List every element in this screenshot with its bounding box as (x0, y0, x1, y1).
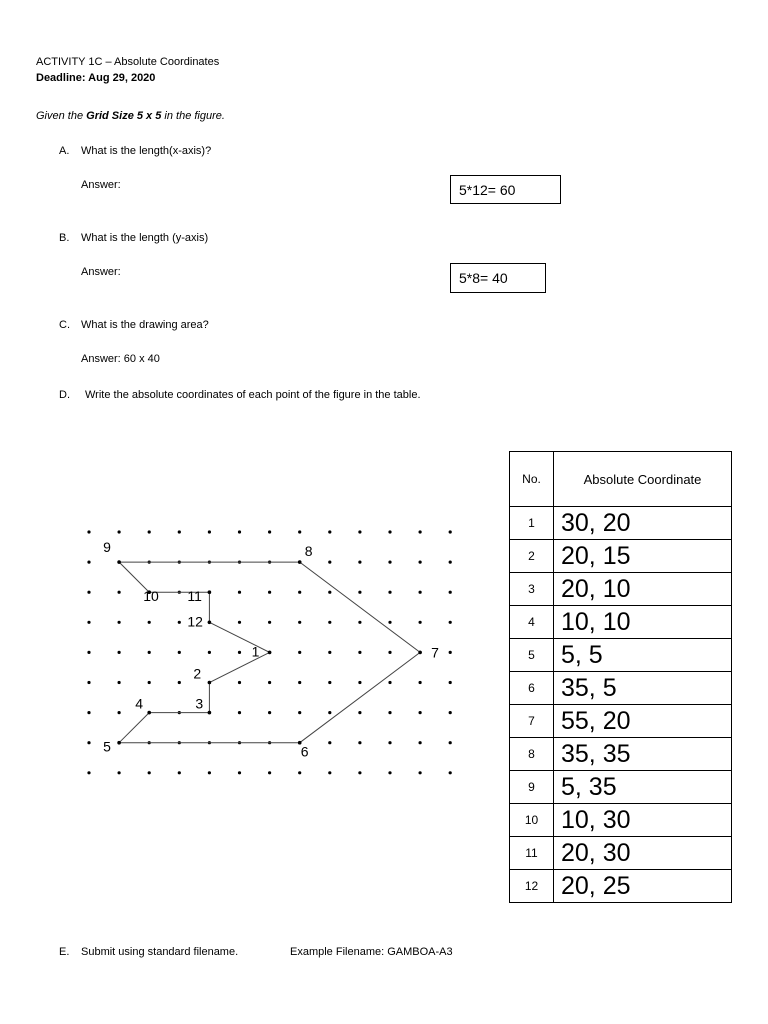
example-filename: Example Filename: GAMBOA-A3 (290, 946, 453, 958)
row-coordinate: 20, 15 (554, 540, 732, 573)
intro-suffix: in the figure. (161, 110, 225, 122)
point-label: 12 (187, 613, 203, 630)
grid-dot (388, 651, 391, 654)
grid-dot (87, 561, 90, 564)
grid-dot (87, 651, 90, 654)
grid-dot (328, 591, 331, 594)
grid-dot (419, 771, 422, 774)
table-row (510, 573, 732, 606)
grid-dot (118, 771, 121, 774)
grid-dot (238, 711, 241, 714)
row-number: 5 (510, 639, 554, 672)
grid-dot (298, 771, 301, 774)
question-a-letter: A. (59, 145, 70, 157)
point-label: 10 (143, 588, 159, 605)
table-row (510, 771, 732, 804)
row-number: 2 (510, 540, 554, 573)
row-coordinate: 30, 20 (554, 507, 732, 540)
grid-dot (118, 651, 121, 654)
grid-dot (388, 681, 391, 684)
row-number: 6 (510, 672, 554, 705)
grid-dot (328, 741, 331, 744)
grid-dot (449, 651, 452, 654)
grid-dot (388, 771, 391, 774)
grid-dot (328, 711, 331, 714)
grid-dot (238, 771, 241, 774)
grid-dot (328, 621, 331, 624)
point-label: 1 (251, 643, 260, 660)
shape-point (298, 560, 302, 564)
table-row (510, 639, 732, 672)
grid-dot (298, 681, 301, 684)
grid-dot (358, 561, 361, 564)
grid-dot (358, 621, 361, 624)
question-e-letter: E. (59, 946, 70, 958)
row-coordinate: 20, 25 (554, 870, 732, 903)
grid-dot (449, 681, 452, 684)
grid-dot (388, 621, 391, 624)
table-header-row (510, 452, 732, 507)
grid-dot (388, 741, 391, 744)
table-row (510, 705, 732, 738)
question-b-letter: B. (59, 232, 70, 244)
grid-dot (87, 771, 90, 774)
table-row (510, 672, 732, 705)
row-coordinate: 20, 30 (554, 837, 732, 870)
row-coordinate: 10, 30 (554, 804, 732, 837)
grid-dot (449, 741, 452, 744)
grid-dot (449, 711, 452, 714)
grid-dot (298, 591, 301, 594)
grid-dot (238, 651, 241, 654)
grid-dot (178, 681, 181, 684)
grid-dot (268, 711, 271, 714)
row-number: 10 (510, 804, 554, 837)
page-title: ACTIVITY 1C – Absolute Coordinates (36, 56, 220, 68)
table-row (510, 606, 732, 639)
grid-dot (238, 530, 241, 533)
grid-dot (238, 591, 241, 594)
grid-dot (419, 681, 422, 684)
question-a-answer-label: Answer: (81, 179, 121, 191)
table-row (510, 738, 732, 771)
shape-point (208, 590, 212, 594)
grid-dot (118, 530, 121, 533)
point-labels (103, 539, 439, 760)
grid-dot (328, 681, 331, 684)
grid-dot (388, 711, 391, 714)
question-a-answer-box: 5*12= 60 (450, 175, 561, 204)
grid-dot (328, 561, 331, 564)
grid-dot (268, 530, 271, 533)
grid-dot (358, 530, 361, 533)
row-number: 4 (510, 606, 554, 639)
shape-point (208, 711, 212, 715)
coordinate-figure (0, 500, 500, 820)
table-row (510, 804, 732, 837)
grid-dot (419, 591, 422, 594)
grid-dot (419, 530, 422, 533)
point-label: 9 (103, 539, 111, 556)
grid-dot (449, 561, 452, 564)
grid-dot (87, 621, 90, 624)
row-number: 9 (510, 771, 554, 804)
grid-dot (238, 621, 241, 624)
shape-point (208, 681, 212, 685)
question-e-text: Submit using standard filename. (81, 946, 239, 958)
question-b-answer-box: 5*8= 40 (450, 263, 546, 293)
grid-dot (148, 530, 151, 533)
point-label: 2 (193, 665, 202, 682)
grid-dot (388, 561, 391, 564)
grid-dot (358, 591, 361, 594)
grid-dot (328, 771, 331, 774)
grid-dot (178, 530, 181, 533)
grid-dot (118, 711, 121, 714)
grid-dot (358, 651, 361, 654)
grid-dot (178, 621, 181, 624)
grid-dot (268, 621, 271, 624)
grid-dot (118, 621, 121, 624)
question-c-answer: Answer: 60 x 40 (81, 353, 160, 365)
grid-dot (208, 651, 211, 654)
grid-dot (328, 651, 331, 654)
point-label: 5 (103, 738, 111, 755)
grid-dot (358, 741, 361, 744)
row-coordinate: 55, 20 (554, 705, 732, 738)
grid-dot (298, 711, 301, 714)
question-b-text: What is the length (y-axis) (81, 232, 209, 244)
row-number: 3 (510, 573, 554, 606)
row-coordinate: 10, 10 (554, 606, 732, 639)
row-number: 8 (510, 738, 554, 771)
grid-dot (419, 561, 422, 564)
grid-dot (449, 530, 452, 533)
question-d-text: Write the absolute coordinates of each point of the figure in the table. (85, 389, 421, 401)
grid-dot (268, 771, 271, 774)
grid-dot (328, 530, 331, 533)
grid-dot (449, 771, 452, 774)
intro-prefix: Given the (36, 110, 87, 122)
question-b-answer-label: Answer: (81, 266, 121, 278)
grid-dot (298, 621, 301, 624)
point-label: 6 (300, 743, 309, 760)
grid-dot (208, 771, 211, 774)
grid-dot (148, 681, 151, 684)
grid-dot (87, 681, 90, 684)
point-label: 3 (195, 695, 204, 712)
grid-dot (87, 530, 90, 533)
grid-dot (87, 711, 90, 714)
shape-point (268, 651, 272, 655)
question-a-text: What is the length(x-axis)? (81, 145, 212, 157)
point-label: 4 (135, 695, 143, 712)
row-number: 7 (510, 705, 554, 738)
row-coordinate: 20, 10 (554, 573, 732, 606)
coordinates-table (509, 451, 732, 903)
grid-dot (358, 711, 361, 714)
shape-point (147, 711, 151, 715)
table-row (510, 540, 732, 573)
shape-point (418, 651, 422, 655)
grid-dot (238, 681, 241, 684)
grid-dot (148, 771, 151, 774)
grid-dot (268, 591, 271, 594)
grid-dot (449, 621, 452, 624)
row-number: 11 (510, 837, 554, 870)
point-label: 11 (187, 588, 202, 605)
grid-dot (118, 681, 121, 684)
grid-dot (87, 591, 90, 594)
grid-dot (419, 621, 422, 624)
grid-size: Grid Size 5 x 5 (86, 110, 162, 122)
grid-dot (388, 530, 391, 533)
grid-dot (419, 741, 422, 744)
shape-point (117, 741, 121, 745)
grid-dot (178, 771, 181, 774)
column-header-no: No. (510, 452, 554, 507)
grid-dot (449, 591, 452, 594)
table-row (510, 507, 732, 540)
grid-dot (388, 591, 391, 594)
row-coordinate: 5, 35 (554, 771, 732, 804)
row-coordinate: 35, 35 (554, 738, 732, 771)
intro-text (36, 110, 225, 122)
grid-dot (268, 681, 271, 684)
grid-dot (178, 651, 181, 654)
shape-points (117, 560, 422, 744)
column-header-coordinate: Absolute Coordinate (554, 452, 732, 507)
shape-point (117, 560, 121, 564)
point-label: 8 (304, 543, 313, 560)
table-row (510, 837, 732, 870)
question-c-text: What is the drawing area? (81, 319, 209, 331)
question-d-letter: D. (59, 389, 70, 401)
shape-point (208, 621, 212, 625)
grid-dot (298, 651, 301, 654)
grid-dot (118, 591, 121, 594)
deadline: Deadline: Aug 29, 2020 (36, 72, 156, 84)
row-coordinate: 5, 5 (554, 639, 732, 672)
point-label: 7 (431, 644, 439, 661)
question-c-letter: C. (59, 319, 70, 331)
grid-dot (419, 711, 422, 714)
grid-dot (87, 741, 90, 744)
grid-dot (358, 771, 361, 774)
row-coordinate: 35, 5 (554, 672, 732, 705)
grid-dot (358, 681, 361, 684)
grid-dot (208, 530, 211, 533)
grid-dot (148, 651, 151, 654)
row-number: 1 (510, 507, 554, 540)
grid-dot (148, 621, 151, 624)
row-number: 12 (510, 870, 554, 903)
table-row (510, 870, 732, 903)
grid-dot (298, 530, 301, 533)
